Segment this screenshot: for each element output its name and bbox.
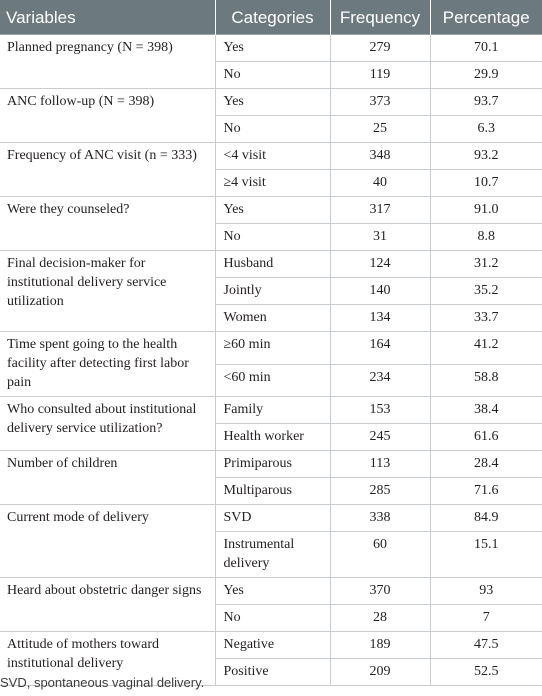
percentage-cell: 47.5 — [430, 632, 542, 659]
variable-cell: Heard about obstetric danger signs — [0, 578, 215, 632]
header-percentage: Percentage — [430, 0, 542, 35]
percentage-cell: 31.2 — [430, 251, 542, 278]
frequency-cell: 31 — [330, 224, 430, 251]
frequency-cell: 124 — [330, 251, 430, 278]
category-cell: Yes — [215, 578, 330, 605]
frequency-cell: 134 — [330, 305, 430, 332]
frequency-cell: 28 — [330, 605, 430, 632]
table-row — [0, 35, 542, 62]
frequency-cell: 113 — [330, 451, 430, 478]
percentage-cell: 93.2 — [430, 143, 542, 170]
percentage-cell: 84.9 — [430, 505, 542, 532]
category-cell: Yes — [215, 197, 330, 224]
category-cell: Women — [215, 305, 330, 332]
variable-cell: Who consulted about institutional delivery service utilization? — [0, 397, 215, 451]
frequency-cell: 245 — [330, 424, 430, 451]
percentage-cell: 93.7 — [430, 89, 542, 116]
percentage-cell: 41.2 — [430, 332, 542, 365]
variable-cell: Final decision-maker for institutional delivery service utilization — [0, 251, 215, 332]
category-cell: Husband — [215, 251, 330, 278]
header-frequency: Frequency — [330, 0, 430, 35]
table-row — [0, 251, 542, 278]
category-cell: Health worker — [215, 424, 330, 451]
table-row — [0, 505, 542, 532]
frequency-cell: 189 — [330, 632, 430, 659]
percentage-cell: 91.0 — [430, 197, 542, 224]
variable-cell: Number of children — [0, 451, 215, 505]
category-cell: <60 min — [215, 364, 330, 397]
frequency-cell: 25 — [330, 116, 430, 143]
frequency-cell: 164 — [330, 332, 430, 365]
header-categories: Categories — [215, 0, 330, 35]
table-row — [0, 451, 542, 478]
frequency-cell: 234 — [330, 364, 430, 397]
percentage-cell: 10.7 — [430, 170, 542, 197]
variable-cell: Frequency of ANC visit (n = 333) — [0, 143, 215, 197]
category-cell: Jointly — [215, 278, 330, 305]
percentage-cell: 61.6 — [430, 424, 542, 451]
table-footnote: SVD, spontaneous vaginal delivery. — [0, 675, 205, 690]
percentage-cell: 8.8 — [430, 224, 542, 251]
category-cell: No — [215, 605, 330, 632]
variable-cell: Time spent going to the health facility after detecting first labor pain — [0, 332, 215, 397]
category-cell: Primiparous — [215, 451, 330, 478]
frequency-cell: 370 — [330, 578, 430, 605]
variable-cell: Were they counseled? — [0, 197, 215, 251]
table-header-row — [0, 0, 542, 35]
percentage-cell: 93 — [430, 578, 542, 605]
header-variables: Variables — [0, 0, 215, 35]
category-cell: No — [215, 116, 330, 143]
frequency-cell: 285 — [330, 478, 430, 505]
category-cell: Instrumental delivery — [215, 532, 330, 578]
percentage-cell: 38.4 — [430, 397, 542, 424]
table-row — [0, 143, 542, 170]
percentage-cell: 28.4 — [430, 451, 542, 478]
table-row — [0, 397, 542, 424]
table-row — [0, 197, 542, 224]
category-cell: Multiparous — [215, 478, 330, 505]
category-cell: SVD — [215, 505, 330, 532]
frequency-cell: 338 — [330, 505, 430, 532]
frequency-cell: 40 — [330, 170, 430, 197]
frequency-cell: 279 — [330, 35, 430, 62]
category-cell: No — [215, 224, 330, 251]
percentage-cell: 6.3 — [430, 116, 542, 143]
category-cell: Positive — [215, 659, 330, 686]
percentage-cell: 52.5 — [430, 659, 542, 686]
percentage-cell: 70.1 — [430, 35, 542, 62]
percentage-cell: 15.1 — [430, 532, 542, 578]
variable-cell: ANC follow-up (N = 398) — [0, 89, 215, 143]
category-cell: ≥60 min — [215, 332, 330, 365]
category-cell: No — [215, 62, 330, 89]
variable-cell: Planned pregnancy (N = 398) — [0, 35, 215, 89]
frequency-cell: 153 — [330, 397, 430, 424]
percentage-cell: 71.6 — [430, 478, 542, 505]
frequency-cell: 119 — [330, 62, 430, 89]
table-row — [0, 332, 542, 365]
category-cell: ≥4 visit — [215, 170, 330, 197]
frequency-cell: 373 — [330, 89, 430, 116]
category-cell: Negative — [215, 632, 330, 659]
frequency-cell: 209 — [330, 659, 430, 686]
frequency-cell: 60 — [330, 532, 430, 578]
category-cell: Yes — [215, 35, 330, 62]
percentage-cell: 35.2 — [430, 278, 542, 305]
frequency-cell: 140 — [330, 278, 430, 305]
frequency-cell: 348 — [330, 143, 430, 170]
table-row — [0, 632, 542, 659]
percentage-cell: 29.9 — [430, 62, 542, 89]
table-row — [0, 89, 542, 116]
table-row — [0, 578, 542, 605]
percentage-cell: 58.8 — [430, 364, 542, 397]
variable-cell: Current mode of delivery — [0, 505, 215, 578]
category-cell: <4 visit — [215, 143, 330, 170]
category-cell: Yes — [215, 89, 330, 116]
variable-cell: Attitude of mothers toward institutional delivery — [0, 632, 215, 686]
frequency-cell: 317 — [330, 197, 430, 224]
percentage-cell: 33.7 — [430, 305, 542, 332]
category-cell: Family — [215, 397, 330, 424]
percentage-cell: 7 — [430, 605, 542, 632]
